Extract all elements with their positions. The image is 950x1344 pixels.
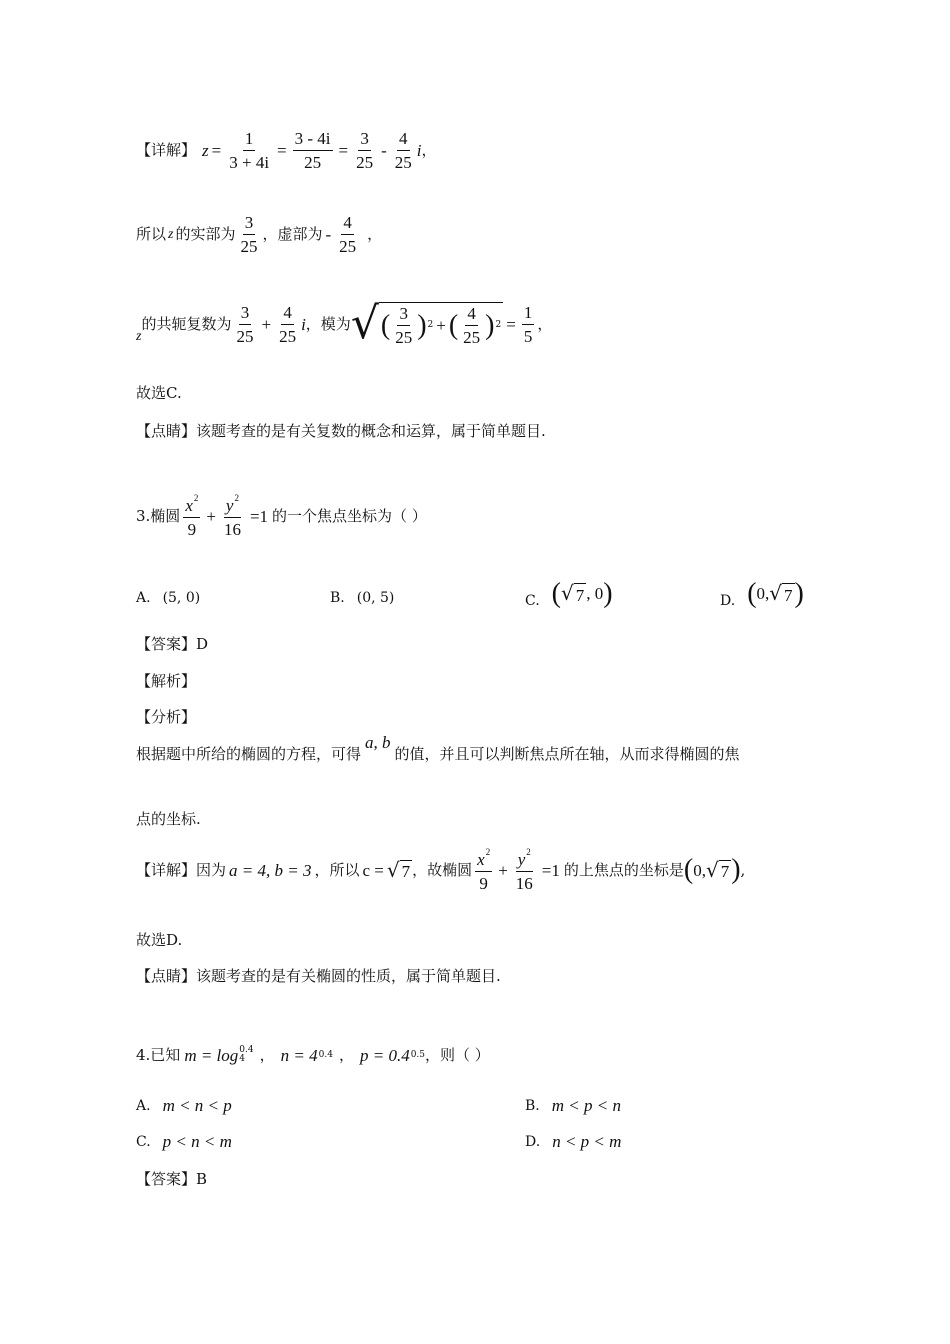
- q3-option-a[interactable]: A. (5, 0): [136, 590, 201, 606]
- imag-part-fraction: $\frac{4}{25}$: [339, 213, 357, 256]
- q3-option-b[interactable]: B. (0, 5): [330, 590, 395, 606]
- fraction-1: $\frac{1}{3 + 4i}$: [229, 129, 270, 172]
- q3-fenxi-text: 根据题中所给的椭圆的方程，可得 a, b 的值，并且可以判断焦点所在轴，从而求得椭圆的焦: [136, 733, 740, 763]
- q3-analysis: 【解析】: [136, 672, 197, 690]
- q3-choose: 故选D.: [136, 931, 183, 949]
- q3-comment: 【点睛】该题考查的是有关椭圆的性质，属于简单题目.: [136, 967, 501, 985]
- q4-stem: 4.已知 m = log 0.4 4 ， n = 4 0.4 ， p = 0.4 0.5 ，则（ ）: [136, 1045, 490, 1065]
- fraction-3: $\frac{3}{25}$: [356, 129, 374, 172]
- real-part-fraction: $\frac{3}{25}$: [240, 213, 258, 256]
- q2-conjugate-line: z 的共轭复数为 $\frac{3}{25}$ + $\frac{4}{25}$ i ，模为 √ ( $\frac{3}{25}$ ) 2 + ( $\frac{4}{25}$ ) 2 = $\frac{1}{5}$ ，: [136, 298, 553, 349]
- fraction-4: $\frac{4}{25}$: [394, 129, 412, 172]
- q2-comment: 【点睛】该题考查的是有关复数的概念和运算，属于简单题目.: [136, 422, 546, 440]
- fraction-2: $\frac{3 - 4i}{25}$: [294, 129, 331, 172]
- q4-option-d[interactable]: D. n < p < m: [525, 1132, 622, 1151]
- q3-option-c[interactable]: C. ( √ 7 , 0 ): [525, 578, 613, 609]
- q3-stem: 3.椭圆 $\frac{x^2}{9}$ + $\frac{y^2}{16}$ =1 的一个焦点坐标为（ ）: [136, 493, 427, 539]
- q3-answer: 【答案】D: [136, 635, 209, 653]
- q3-fenxi: 【分析】: [136, 708, 197, 726]
- modulus-sqrt: √ ( $\frac{3}{25}$ ) 2 + ( $\frac{4}{25}$ ) 2: [350, 298, 502, 349]
- q2-choose: 故选C.: [136, 384, 182, 402]
- q4-option-c[interactable]: C. p < n < m: [136, 1132, 232, 1151]
- q4-option-a[interactable]: A. m < n < p: [136, 1096, 232, 1115]
- q2-real-imag-line: 所以 z 的实部为 $\frac{3}{25}$ ，虚部为 - $\frac{4}{25}$ ，: [136, 213, 383, 256]
- equals: =: [211, 141, 222, 160]
- q4-option-b[interactable]: B. m < p < n: [525, 1096, 621, 1115]
- q3-detail: 【详解】因为 a = 4, b = 3 ，所以 c = √ 7 ，故椭圆 $\frac{x^2}{9}$ + $\frac{y^2}{16}$ =1 的上焦点的坐标是 ( 0, √ 7 ) ,: [136, 847, 746, 893]
- q2-detail-line: 【详解】 z = $\frac{1}{3 + 4i}$ = $\frac{3 - 4i}{25}$ = $\frac{3}{25}$ - $\frac{4}{25}$ i ，: [136, 129, 437, 172]
- var-z: z: [202, 141, 209, 160]
- q3-option-d[interactable]: D. ( 0, √ 7 ): [720, 578, 804, 609]
- q4-answer: 【答案】B: [136, 1170, 208, 1188]
- detail-label: 【详解】: [136, 141, 197, 159]
- q3-fenxi-text-2: 点的坐标.: [136, 810, 201, 828]
